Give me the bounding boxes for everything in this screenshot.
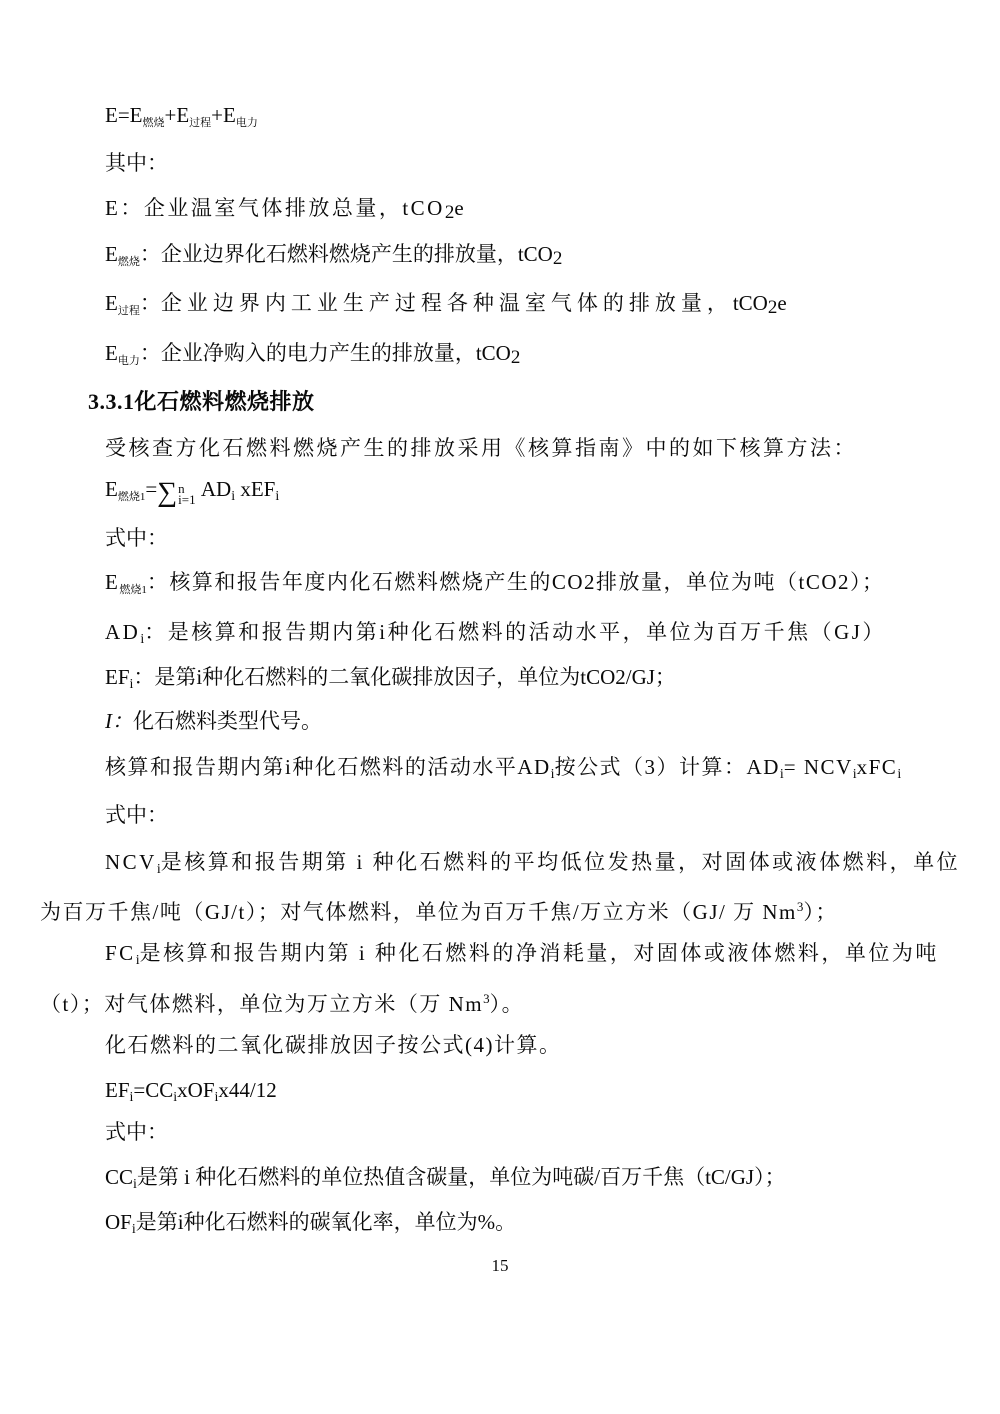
- text-segment: CC: [105, 1165, 134, 1189]
- text-segment: ：是核算和报告期内第i种化石燃料的活动水平，单位为百万千焦（GJ）: [144, 620, 886, 644]
- text-segment: FC: [105, 941, 136, 965]
- formula-segment: AD: [195, 477, 232, 501]
- text-segment: 化石燃料的二氧化碳排放因子按公式(4)计算。: [105, 1033, 562, 1057]
- subscript-i: i: [173, 1090, 178, 1105]
- line-among-which: [105, 148, 168, 178]
- subscript-2: 2: [510, 347, 521, 368]
- line-fc-part2: [40, 984, 524, 1019]
- text-segment: 为百万千焦/吨（GJ/t）；对气体燃料，单位为百万千焦/万立方米（GJ/ 万 Nm: [40, 900, 797, 924]
- formula-segment: EF: [105, 1078, 130, 1102]
- line-def-efi: [105, 662, 676, 700]
- text-segment: E: [105, 291, 118, 315]
- text-segment: ：: [139, 291, 161, 315]
- line-def-ofi: [105, 1207, 516, 1245]
- text-segment: 式中：: [105, 1120, 168, 1144]
- formula-segment: xFC: [856, 755, 898, 779]
- subscript-2: 2: [444, 202, 455, 223]
- line-ncv-part2: [40, 892, 838, 927]
- line-where-2: [105, 800, 168, 830]
- sigma-lower-limit: i=1: [178, 492, 196, 507]
- line-def-e-electricity: [105, 338, 520, 376]
- line-def-e-combustion1: [105, 567, 885, 605]
- text-segment: ：企业净购入的电力产生的排放量，tCO: [139, 341, 511, 365]
- text-segment: E: [105, 570, 120, 594]
- subscript-i: i: [156, 862, 161, 877]
- formula-segment: +E: [164, 103, 190, 127]
- line-def-e: [105, 193, 466, 228]
- subscript-i: i: [135, 953, 140, 968]
- formula-segment: =CC: [133, 1078, 174, 1102]
- subscript-i: i: [275, 489, 280, 504]
- text-segment: ）；: [803, 900, 838, 924]
- subscript-cn: 燃烧1: [119, 584, 147, 596]
- text-segment: E：企业温室气体排放总量，tCO: [105, 196, 445, 220]
- line-formula-total-emissions: [105, 100, 258, 138]
- text-segment: EF: [105, 665, 130, 689]
- page-number: 15: [491, 1256, 509, 1275]
- line-def-cci: [105, 1162, 786, 1200]
- formula-segment: +E: [211, 103, 236, 127]
- subscript-i: i: [129, 677, 134, 692]
- text-segment: NCV: [105, 850, 157, 874]
- subscript-i: i: [133, 1177, 137, 1192]
- italic-variable: I：: [105, 709, 133, 733]
- line-where-3: [105, 1117, 168, 1147]
- text-segment: e: [454, 196, 467, 220]
- line-def-e-process: [105, 288, 787, 326]
- text-segment: 核算和报告期内第i种化石燃料的活动水平AD: [105, 755, 551, 779]
- text-segment: ：核算和报告年度内化石燃料燃烧产生的CO2排放量，单位为吨（tCO2）；: [146, 570, 885, 594]
- sigma-limits: [178, 483, 195, 505]
- subscript-cn: 燃烧: [142, 117, 165, 129]
- subscript-i: i: [214, 1090, 219, 1105]
- text-segment: 式中：: [105, 526, 168, 550]
- formula-segment: xOF: [177, 1078, 215, 1102]
- line-fc-part1: [105, 938, 939, 976]
- text-segment: ）。: [489, 992, 525, 1016]
- line-where-1: [105, 523, 168, 553]
- text-segment: ：企业边界化石燃料燃烧产生的排放量，tCO: [139, 242, 553, 266]
- line-ncv-part1: [105, 847, 960, 885]
- subscript-i: i: [852, 767, 857, 782]
- text-segment: 是核算和报告期第 i 种化石燃料的平均低位发热量，对固体或液体燃料，单位: [160, 850, 961, 874]
- line-method-intro: [105, 433, 857, 463]
- text-segment: 式中：: [105, 803, 168, 827]
- subscript-cn: 过程: [117, 305, 140, 317]
- text-segment: （t）；对气体燃料，单位为万立方米（万 Nm: [40, 992, 484, 1016]
- line-ef-formula-intro: [105, 1030, 562, 1060]
- text-segment: 其中：: [105, 151, 168, 175]
- subscript-cn: 电力: [117, 355, 140, 367]
- text-segment: ：是第i种化石燃料的二氧化碳排放因子，单位为tCO2/GJ；: [133, 665, 676, 689]
- formula-segment: x44/12: [218, 1078, 277, 1102]
- subscript-cn: 过程: [189, 117, 212, 129]
- subscript-cn: 燃烧: [117, 256, 140, 268]
- line-def-e-combustion: [105, 239, 562, 277]
- subscript-i: i: [140, 632, 145, 647]
- line-def-i: [105, 706, 322, 736]
- line-def-adi: [105, 617, 886, 655]
- subscript-i: i: [231, 489, 236, 504]
- superscript-3: 3: [483, 991, 490, 1006]
- text-segment: tCO: [732, 291, 768, 315]
- heading-text: 3.3.1化石燃料燃烧排放: [88, 389, 315, 414]
- subscript-i: i: [897, 767, 902, 782]
- sigma-symbol: ∑: [157, 477, 178, 508]
- text-segment: 按公式（3）计算：AD: [554, 755, 780, 779]
- subscript-cn: 燃烧1: [117, 491, 146, 503]
- text-segment: 是核算和报告期内第 i 种化石燃料的净消耗量，对固体或液体燃料，单位为吨: [139, 941, 939, 965]
- formula-segment: E=E: [105, 103, 143, 127]
- formula-segment: = NCV: [783, 755, 853, 779]
- text-segment: E: [105, 242, 118, 266]
- subscript-2: 2: [552, 248, 563, 269]
- formula-segment: E: [105, 477, 118, 501]
- text-segment: E: [105, 341, 118, 365]
- subscript-i: i: [131, 1222, 136, 1237]
- section-heading-3-3-1: [88, 387, 315, 417]
- subscript-i: i: [550, 767, 555, 782]
- superscript-3: 3: [796, 899, 804, 914]
- text-segment: 受核查方化石燃料燃烧产生的排放采用《核算指南》中的如下核算方法：: [105, 436, 857, 460]
- text-segment: 是第 i 种化石燃料的单位热值含碳量，单位为吨碳/百万千焦（tC/GJ）；: [136, 1165, 786, 1189]
- text-segment: OF: [105, 1210, 132, 1234]
- subscript-i: i: [779, 767, 784, 782]
- text-segment: 企业边界内工业生产过程各种温室气体的排放量，: [160, 291, 733, 315]
- line-formula-adi: [105, 752, 901, 790]
- formula-segment: =: [145, 477, 158, 501]
- formula-segment: xEF: [235, 477, 276, 501]
- sigma-upper-limit: n: [178, 481, 185, 496]
- text-segment: 是第i种化石燃料的碳氧化率，单位为%。: [135, 1210, 517, 1234]
- line-formula-efi: [105, 1075, 277, 1113]
- text-segment: AD: [105, 620, 141, 644]
- subscript-cn: 电力: [235, 117, 258, 129]
- text-segment: 化石燃料类型代号。: [133, 709, 322, 733]
- subscript-2: 2: [767, 297, 778, 318]
- line-formula-combustion: [105, 474, 279, 512]
- text-segment: e: [777, 291, 787, 315]
- subscript-i: i: [129, 1090, 134, 1105]
